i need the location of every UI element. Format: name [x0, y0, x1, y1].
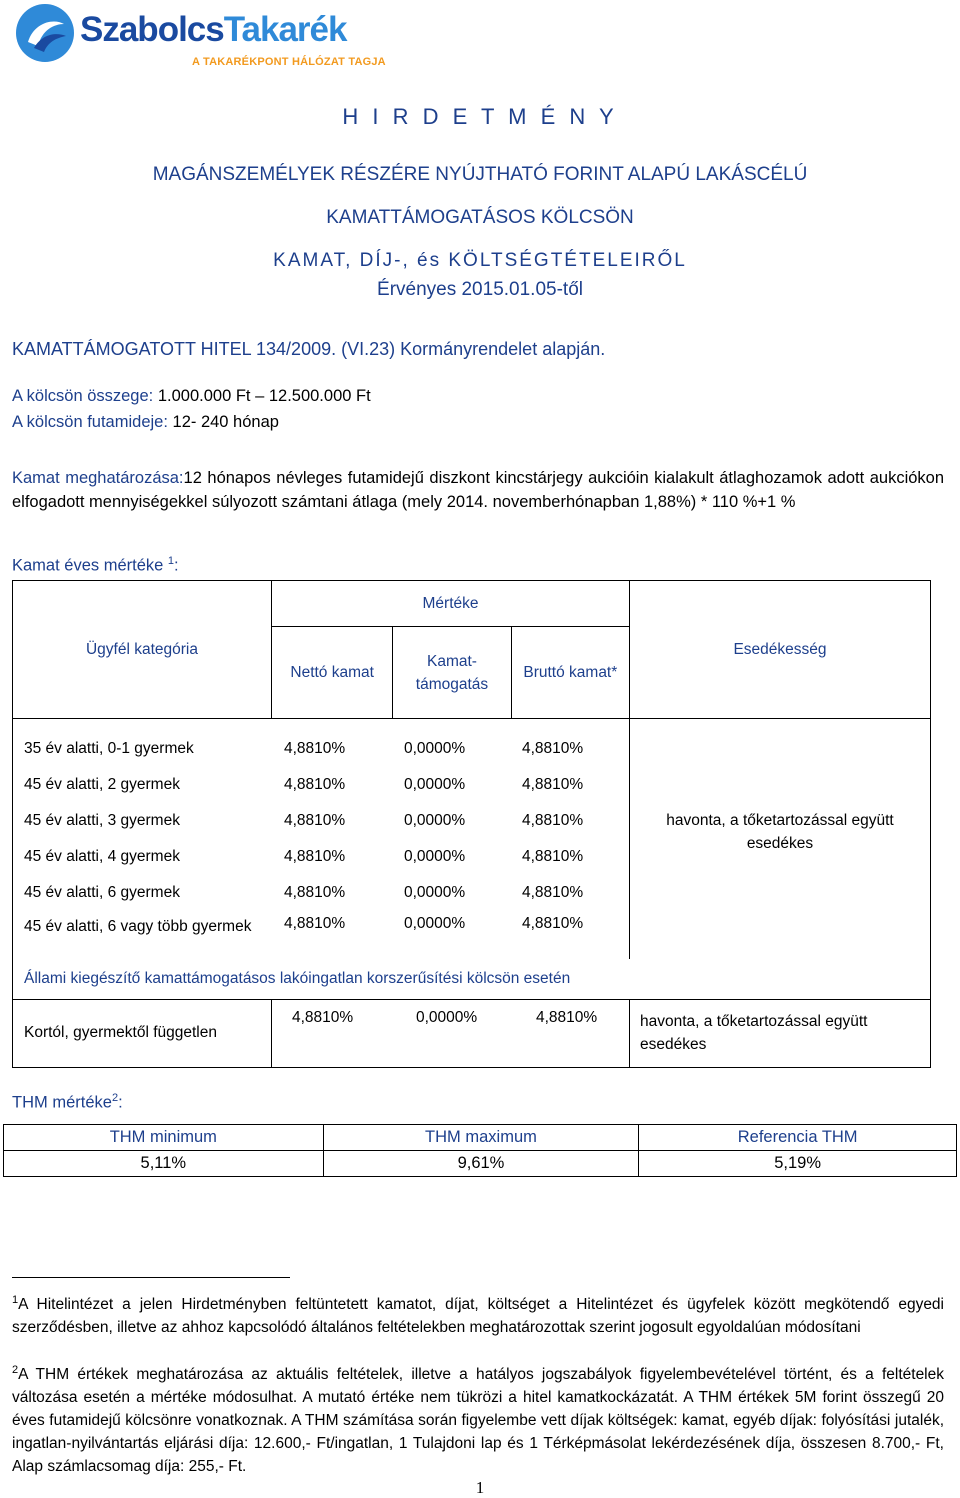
col-net-header: Nettó kamat [272, 627, 393, 719]
validity-date: Érvényes 2015.01.05-től [377, 279, 583, 300]
col-group-header: Mértéke [272, 581, 630, 627]
table-row: 45 év alatti, 2 gyermek 4,8810% 0,0000% 4,8810% [24, 776, 584, 793]
footnote-1: $^1$A Hitelintézet a jelen Hirdetményben feltüntetett kamatot, díjat, költséget a Hitelintézet és ügyfelek között megkötendő egyedi szerződésben, illetve az ahhoz kapcsolódó általános feltételekben meghatározottak szerint jogosult egyoldalúan módosítani [12, 1294, 944, 1337]
rate-definition: Kamat meghatározása:12 hónapos névleges futamidejű diszkont kincstárjegy aukcióin kialakult átlaghozamok adott aukciókon elfogadott mennyiségekkel súlyozott számtani átlaga (mely 2014. novemberhónapban 1,88%) * 110 %+1 % [12, 469, 945, 511]
loan-term: A kölcsön futamideje: 12- 240 hónap [12, 413, 279, 431]
table-row: 45 év alatti, 3 gyermek 4,8810% 0,0000% 4,8810% [24, 812, 584, 829]
rates-list [13, 731, 629, 959]
document-title: H I R D E T M É N Y [342, 104, 618, 129]
section-title: Állami kiegészítő kamattámogatásos lakóingatlan korszerűsítési kölcsön esetén [13, 959, 931, 999]
col-gross-header: Bruttó kamat* [511, 627, 629, 719]
table-row: 45 év alatti, 4 gyermek 4,8810% 0,0000% 4,8810% [24, 848, 584, 865]
thm-max-header: THM maximum [323, 1125, 639, 1151]
interest-rate-table [12, 580, 931, 1068]
footnote-divider [12, 1277, 290, 1278]
loan-amount: A kölcsön összege: 1.000.000 Ft – 12.500.000 Ft [12, 387, 371, 405]
table-row: 35 év alatti, 0-1 gyermek 4,8810% 0,0000% 4,8810% [24, 740, 584, 757]
thm-label: THM mértéke$^2$: [12, 1092, 123, 1112]
col-due-header: Esedékesség [630, 581, 931, 719]
thm-min-value: 5,11% [4, 1151, 324, 1177]
rates-block [13, 719, 630, 960]
table-row: Kortól, gyermektől független 4,8810% 0,0000% 4,8810% havonta, a tőketartozással együtt esedékes [13, 999, 931, 1067]
col-category-header: Ügyfél kategória [13, 581, 272, 719]
col-subsidy-header: Kamat-támogatás [393, 627, 511, 719]
thm-ref-header: Referencia THM [639, 1125, 957, 1151]
page-number: 1 [475, 1478, 485, 1497]
thm-ref-value: 5,19% [639, 1151, 957, 1177]
thm-min-header: THM minimum [4, 1125, 324, 1151]
thm-max-value: 9,61% [323, 1151, 639, 1177]
subtitle-line-2: KAMATTÁMOGATÁSOS KÖLCSÖN [326, 207, 634, 228]
table-row: 45 év alatti, 6 gyermek 4,8810% 0,0000% 4,8810% [24, 884, 584, 901]
logo-name: SzabolcsTakarék [80, 10, 347, 49]
subtitle-line-1: MAGÁNSZEMÉLYEK RÉSZÉRE NYÚJTHATÓ FORINT ALAPÚ LAKÁSCÉLÚ [152, 164, 808, 185]
regulation-line: KAMATTÁMOGATOTT HITEL 134/2009. (VI.23) Kormányrendelet alapján. [12, 339, 606, 359]
footnote-2: $^2$A THM értékek meghatározása az aktuális feltételek, illetve a hatályos jogszabályok figyelembevételével történt, és a feltételek változása esetén a mértéke módosulhat. A mutató értéke nem tükrözi a hitel kamatkockázatát. A THM értékek 5M forint összegű 20 éves futamidejű kölcsönre vonatkoznak. A THM számítása során figyelembe vett díjak költségek: kamat, egyéb díjak: folyósítási jutalék, ingatlan-nyilvántartás eljárási díja: 12.600,- Ft/ingatlan, 1 Tulajdoni lap és 1 Térképmásolat lekérdezésének díja, összesen 8.700,- Ft, Alap számlacsomag díja: 255,- Ft. [12, 1364, 944, 1476]
logo-tagline: A TAKARÉKPONT HÁLÓZAT TAGJA [192, 56, 386, 68]
logo-emblem-icon [14, 2, 76, 64]
table-row: 45 év alatti, 6 vagy több gyermek 4,8810% 0,0000% 4,8810% [24, 915, 584, 935]
subtitle-line-3: KAMAT, DÍJ-, és KÖLTSÉGTÉTELEIRŐL [273, 250, 687, 271]
thm-table [3, 1124, 957, 1177]
bank-logo [14, 2, 414, 74]
annual-rate-label: Kamat éves mértéke $^1$: [12, 555, 179, 575]
due-cell: havonta, a tőketartozással együtt esedékes [630, 719, 931, 960]
